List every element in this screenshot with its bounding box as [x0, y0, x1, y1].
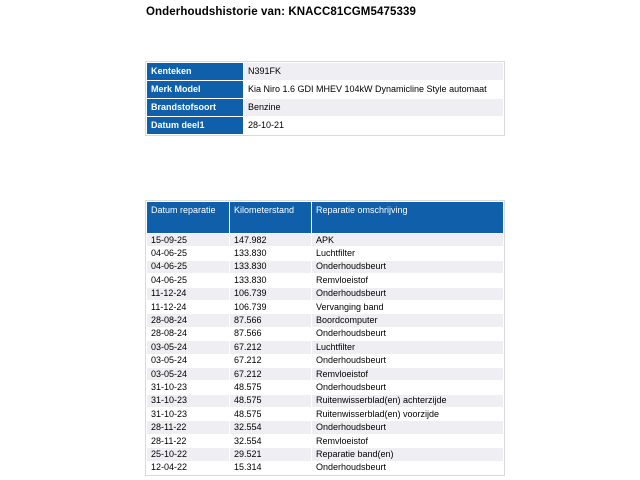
table-row: [147, 274, 503, 286]
cell-reparatie-omschrijving: Luchtfilter: [312, 341, 503, 353]
vehicle-info-body: [147, 63, 503, 134]
cell-reparatie-omschrijving: Onderhoudsbeurt: [312, 462, 503, 474]
table-row: [147, 435, 503, 447]
vehicle-info-value: Kia Niro 1.6 GDI MHEV 104kW Dynamicline Style automaat: [244, 81, 503, 98]
vehicle-info-label: Kenteken: [147, 63, 243, 80]
cell-kilometerstand: 106.739: [230, 288, 311, 300]
cell-kilometerstand: 106.739: [230, 301, 311, 313]
table-row: [147, 395, 503, 407]
table-row: [147, 355, 503, 367]
cell-kilometerstand: 15.314: [230, 462, 311, 474]
cell-reparatie-omschrijving: Onderhoudsbeurt: [312, 288, 503, 300]
cell-kilometerstand: 32.554: [230, 435, 311, 447]
cell-reparatie-omschrijving: APK: [312, 234, 503, 246]
cell-kilometerstand: 48.575: [230, 395, 311, 407]
cell-kilometerstand: 32.554: [230, 421, 311, 433]
table-row: [147, 261, 503, 273]
header-row: [147, 202, 503, 233]
cell-datum-reparatie: 28-11-22: [147, 421, 229, 433]
cell-datum-reparatie: 04-06-25: [147, 261, 229, 273]
table-row: [147, 408, 503, 420]
cell-datum-reparatie: 31-10-23: [147, 395, 229, 407]
cell-reparatie-omschrijving: Remvloeistof: [312, 368, 503, 380]
cell-datum-reparatie: 28-08-24: [147, 314, 229, 326]
vehicle-info-row: [147, 99, 503, 116]
table-row: [147, 234, 503, 246]
table-row: [147, 381, 503, 393]
vehicle-info-value: 28-10-21: [244, 117, 503, 134]
cell-datum-reparatie: 03-05-24: [147, 355, 229, 367]
cell-datum-reparatie: 31-10-23: [147, 381, 229, 393]
column-header: Kilometerstand: [230, 202, 311, 233]
cell-reparatie-omschrijving: Luchtfilter: [312, 247, 503, 259]
cell-datum-reparatie: 12-04-22: [147, 462, 229, 474]
table-row: [147, 328, 503, 340]
page-title: Onderhoudshistorie van: KNACC81CGM5475339: [146, 6, 416, 18]
cell-reparatie-omschrijving: Ruitenwisserblad(en) achterzijde: [312, 395, 503, 407]
vehicle-info-label: Merk Model: [147, 81, 243, 98]
cell-reparatie-omschrijving: Reparatie band(en): [312, 448, 503, 460]
cell-reparatie-omschrijving: Boordcomputer: [312, 314, 503, 326]
cell-reparatie-omschrijving: Remvloeistof: [312, 274, 503, 286]
cell-kilometerstand: 133.830: [230, 261, 311, 273]
cell-kilometerstand: 87.566: [230, 314, 311, 326]
cell-datum-reparatie: 03-05-24: [147, 368, 229, 380]
cell-datum-reparatie: 04-06-25: [147, 247, 229, 259]
table-row: [147, 301, 503, 313]
vehicle-info-value: Benzine: [244, 99, 503, 116]
vehicle-info-label: Brandstofsoort: [147, 99, 243, 116]
cell-kilometerstand: 67.212: [230, 341, 311, 353]
cell-kilometerstand: 133.830: [230, 274, 311, 286]
column-header: Datum reparatie: [147, 202, 229, 233]
cell-reparatie-omschrijving: Onderhoudsbeurt: [312, 328, 503, 340]
column-header: Reparatie omschrijving: [312, 202, 503, 233]
maintenance-history-table: [145, 200, 505, 476]
cell-reparatie-omschrijving: Onderhoudsbeurt: [312, 421, 503, 433]
table-row: [147, 288, 503, 300]
cell-datum-reparatie: 11-12-24: [147, 301, 229, 313]
maintenance-history-body: [147, 234, 503, 474]
cell-kilometerstand: 67.212: [230, 368, 311, 380]
cell-datum-reparatie: 03-05-24: [147, 341, 229, 353]
cell-reparatie-omschrijving: Onderhoudsbeurt: [312, 381, 503, 393]
table-row: [147, 368, 503, 380]
vehicle-info-table: [145, 61, 505, 136]
cell-kilometerstand: 87.566: [230, 328, 311, 340]
vehicle-info-row: [147, 81, 503, 98]
cell-reparatie-omschrijving: Ruitenwisserblad(en) voorzijde: [312, 408, 503, 420]
cell-datum-reparatie: 15-09-25: [147, 234, 229, 246]
cell-reparatie-omschrijving: Remvloeistof: [312, 435, 503, 447]
table-row: [147, 421, 503, 433]
cell-datum-reparatie: 25-10-22: [147, 448, 229, 460]
cell-kilometerstand: 67.212: [230, 355, 311, 367]
cell-kilometerstand: 133.830: [230, 247, 311, 259]
cell-kilometerstand: 29.521: [230, 448, 311, 460]
cell-kilometerstand: 48.575: [230, 408, 311, 420]
cell-reparatie-omschrijving: Vervanging band: [312, 301, 503, 313]
table-row: [147, 341, 503, 353]
vehicle-info-label: Datum deel1: [147, 117, 243, 134]
table-row: [147, 448, 503, 460]
table-row: [147, 247, 503, 259]
cell-datum-reparatie: 28-11-22: [147, 435, 229, 447]
cell-kilometerstand: 48.575: [230, 381, 311, 393]
cell-kilometerstand: 147.982: [230, 234, 311, 246]
table-row: [147, 314, 503, 326]
cell-datum-reparatie: 11-12-24: [147, 288, 229, 300]
maintenance-history-header: [147, 202, 503, 233]
table-row: [147, 462, 503, 474]
vehicle-info-value: N391FK: [244, 63, 503, 80]
cell-datum-reparatie: 31-10-23: [147, 408, 229, 420]
vehicle-info-row: [147, 63, 503, 80]
cell-datum-reparatie: 04-06-25: [147, 274, 229, 286]
cell-reparatie-omschrijving: Onderhoudsbeurt: [312, 261, 503, 273]
cell-reparatie-omschrijving: Onderhoudsbeurt: [312, 355, 503, 367]
vehicle-info-row: [147, 117, 503, 134]
cell-datum-reparatie: 28-08-24: [147, 328, 229, 340]
